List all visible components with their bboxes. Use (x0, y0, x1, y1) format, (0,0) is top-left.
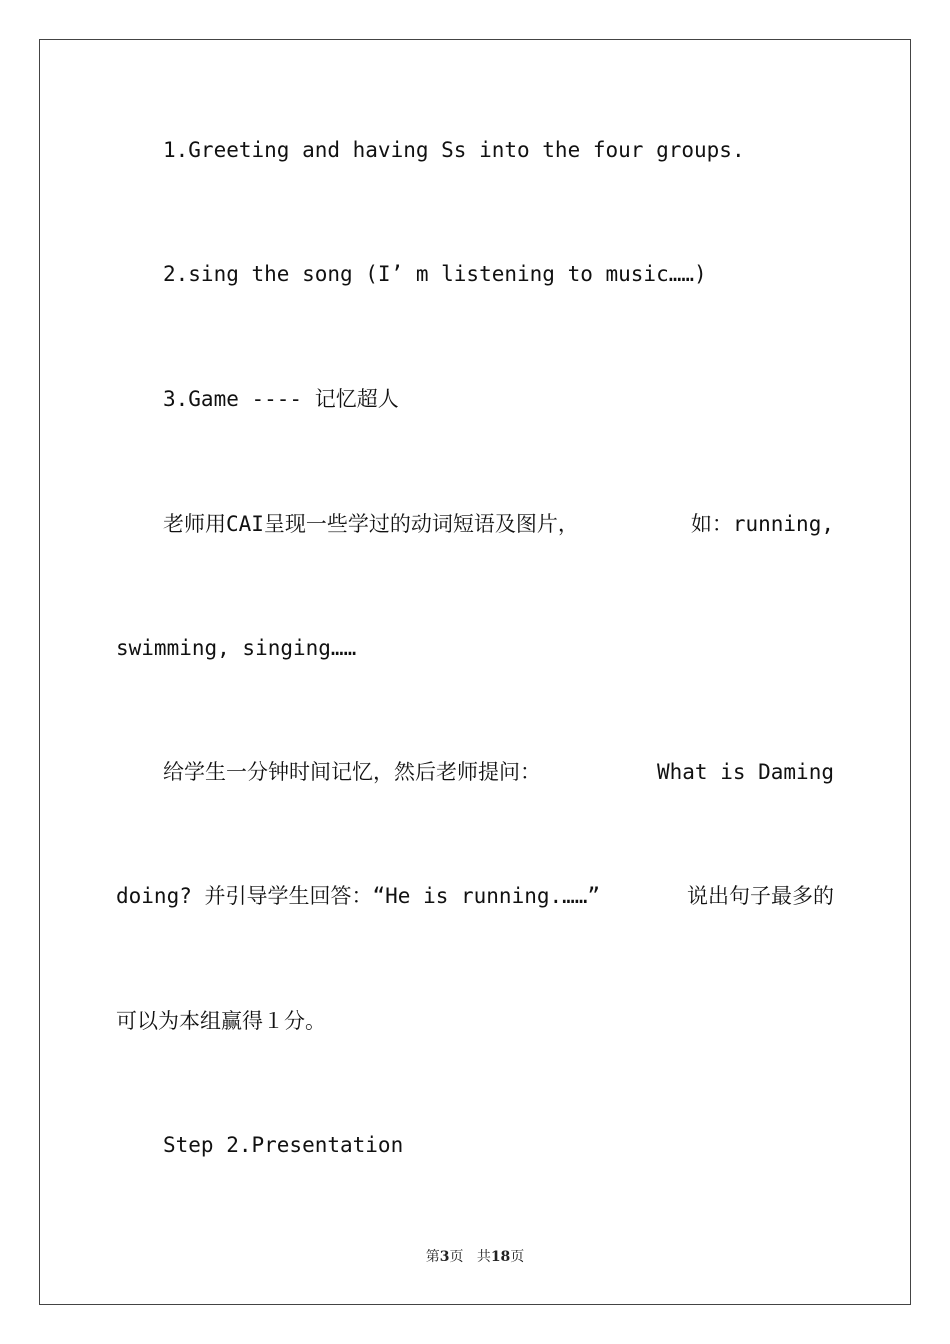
paragraph-1-line-b: swimming, singing…… (116, 636, 357, 660)
page-footer (0, 1247, 950, 1267)
footer-page-suffix: 页 (449, 1249, 464, 1265)
paragraph-1-line-a-part-1: 老师用CAI呈现一些学过的动词短语及图片， (163, 512, 579, 536)
text-line-2: 2.sing the song (I’ m listening to music……) (163, 262, 707, 286)
paragraph-2-line-b (116, 882, 834, 910)
footer-prefix: 第 (425, 1249, 440, 1265)
paragraph-2-line-a-part-2: What is Daming (656, 760, 834, 784)
paragraph-2-line-a-part-1: 给学生一分钟时间记忆，然后老师提问： (163, 760, 541, 784)
text-line-3: 3.Game ---- 记忆超人 (163, 387, 399, 411)
paragraph-2-line-c: 可以为本组赢得１分。 (116, 1009, 326, 1033)
page-border (39, 39, 911, 1305)
footer-page-number: 3 (439, 1249, 450, 1265)
text-line-1: 1.Greeting and having Ss into the four groups. (163, 138, 745, 162)
step-heading: Step 2.Presentation (163, 1133, 404, 1157)
footer-total-pages: 18 (490, 1249, 511, 1265)
paragraph-2-line-b-part-1: doing? 并引导学生回答：“He is running.……” (116, 884, 601, 908)
paragraph-2-line-b-part-2: 说出句子最多的 (687, 884, 834, 908)
paragraph-1-line-a-part-2: 如：running, (690, 512, 834, 536)
footer-total-prefix: 共 (476, 1249, 491, 1265)
paragraph-1-line-a (163, 510, 834, 538)
footer-total-suffix: 页 (510, 1249, 525, 1265)
paragraph-2-line-a (163, 758, 834, 786)
